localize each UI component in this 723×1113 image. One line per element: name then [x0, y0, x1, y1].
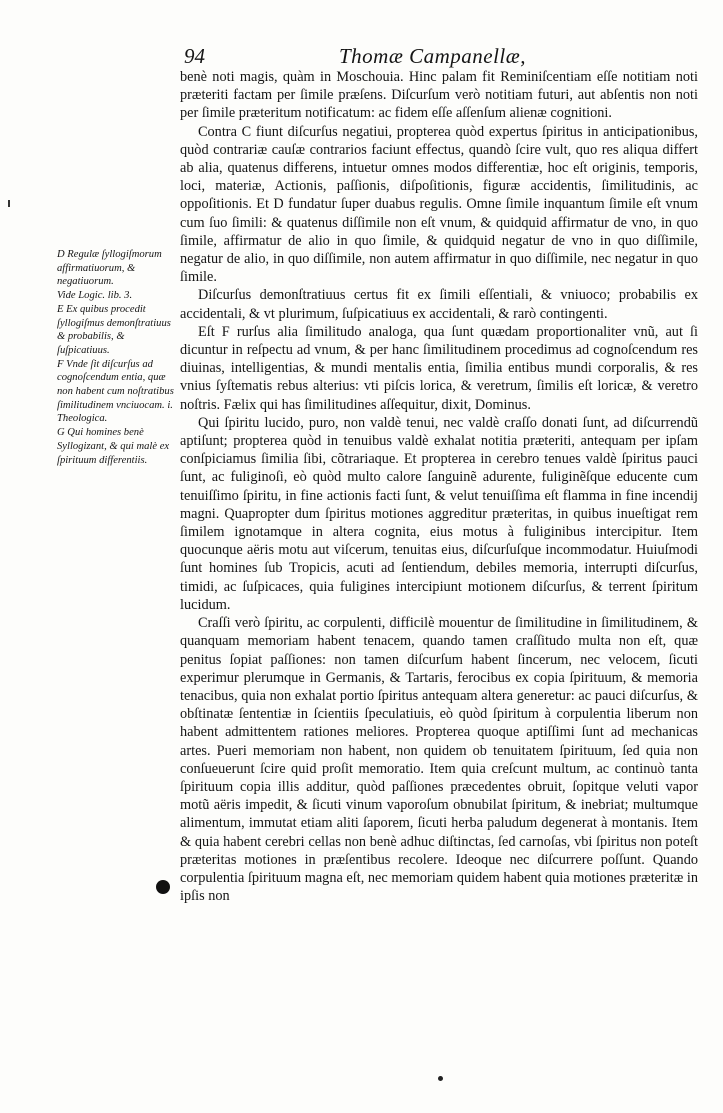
marginal-note: D Regulæ ſyllogiſmorum affirmatiuorum, & negatiuorum.: [57, 249, 162, 288]
paragraph: benè noti magis, quàm in Moschouia. Hinc palam fit Reminiſcentiam eſſe notitiam noti præteriti factam per ſimile præſens. Diſcurſum verò notitiam futuri, aut abſentis non noti per ſimile præteritum notificatum: ac fidem eſſe aſſenſum alienæ cognitioni.: [180, 69, 698, 122]
marginal-note: F Vnde ſit diſcurſus ad cognoſcendum entia, quæ non habent cum noſtratibus ſimilitudinem vnciuocam. i.: [57, 358, 174, 411]
paragraph: Eſt F rurſus alia ſimilitudo analoga, qua ſunt quædam proportionaliter vnũ, aut ſi dicuntur in reſpectu ad vnum, & per hanc ſimilitudinem procedimus ad cognoſcendum res diuinas, intelligentias, & mundi mentalis entia, ſimilia entibus mundi corporalis, & res vnius ſyſtematis rebus alterius: vti piſcis lorica, & veretrum, ſimilis eſt loricæ, & veretro noſtris. Fælix qui has ſimilitudines aſſequitur, dixit, Dominus.: [180, 323, 698, 413]
marginal-note: E Ex quibus procedit ſyllogiſmus demonſtratiuus & probabilis, & ſuſpicatiuus.: [57, 303, 171, 356]
marginal-note: Vide Logic. lib. 3.: [57, 290, 133, 302]
marginal-note: Theologica.: [57, 413, 108, 425]
paragraph: Craſſi verò ſpiritu, ac corpulenti, difficilè mouentur de ſimilitudine in ſimilitudinem, & quanquam memoriam habent tenacem, quando tamen craſſitudo multa non eſt, quæ penitus ſopiat paſſiones: non tamen diſcurſum habent ſincerum, nec velocem, ſicuti experimur plerumque in Germanis, & Tartaris, ferocibus ex copia ſpirituum, & memoria tenacibus, quia non exhalat portio ſpiritus antequam altera generetur: ac pauci diſcurſus, & obſtinatæ ſententiæ in ſcientiis ſpeculatiuis, eò quòd ſpiritum à corpulentia liberum non habent admittentem rationes meliores. Propterea quoque aptiſſimi ſunt ad mechanicas artes. Pueri memoriam non habent, non quidem ob tenuitatem ſpirituum, ſed quia non conſueuerunt ſcire quid proſit memoratio. Item quia creſcunt multum, ac continuò tanta ſpirituum copia illis additur, quòd paſſiones præcedentes obruit, ſopitque veluti vapor motũ aëris impedit, & ſicuti vinum vaporoſum obnubilat ſpiritum, & inebriat; multumque alimentum, immutat etiam aliti ſaporem, ſicuti herba paludum degenerat à montanis. Item & quia habent cerebri cellas non benè adhuc diſtinctas, ſed carnoſas, vbi ſpiritus non poteſt præteritas motiones in præſentibus recolere. Ideoque nec diſcurrere poſſunt. Quando corpulentia ſpirituum magna eſt, nec memoriam quidem habent quia motiones præteritæ in ipſis non: [180, 615, 698, 905]
running-title: Thomæ Campanellæ,: [339, 44, 527, 68]
main-text: [180, 68, 698, 905]
ink-dot: [438, 1076, 443, 1081]
margin-mark: [8, 200, 10, 207]
marginal-note: G Qui homines benè Syllogizant, & qui malè ex ſpirituum differentiis.: [57, 427, 170, 466]
marginal-notes: [57, 248, 179, 467]
page-number: 94: [184, 44, 205, 68]
paragraph: Qui ſpiritu lucido, puro, non valdè tenui, nec valdè craſſo donati ſunt, ad diſcurrendũ aptiſunt; propterea quòd in tenuibus valdè exhalat notitia præteriti, antequam per ipſam conſpiciamus ſimilia ſibi, cõtrariaque. Et propterea in cerebro tenues valdè ſpiritus pauci ſunt, ac fuliginoſi, eò quòd multo calore ſanguinẽ adurente, fuliginẽſque educente cum tenuiſſimo ſpiritu, in fine actionis facti ſunt, & velut tenuiſſima eſt flamma in fine incendij magni. Quapropter dum ſpiritus motiones aggreditur præteritas, in quibus inueſtigat rem ſimilem ignotamque in altera cognita, eius motus à fuliginibus intercipitur. Item quocunque aëris motu aut viſcerum, tenuitas eius, diſcurſuſque incommodatur. Huiuſmodi ſunt homines ſub Tropicis, acuti ad ſentiendum, debiles memoria, interrupti diſcurſus, timidi, ac ſuſpicaces, quia fuligines intercipiunt motionem diſcurſus, & terrent ſpiritum lucidum.: [180, 414, 698, 613]
page-header: [184, 44, 694, 68]
ink-blot-bullet: [156, 880, 170, 894]
paragraph: Diſcurſus demonſtratiuus certus fit ex ſimili eſſentiali, & vniuoco; probabilis ex accidentali, & vt plurimum, ſuſpicatiuus ex accidentali, & rarò contingenti.: [180, 287, 698, 322]
paragraph: Contra C fiunt diſcurſus negatiui, propterea quòd expertus ſpiritus in anticipationibus, quòd contrariæ cauſæ contrarios faciunt effectus, quandò ſcire vult, quo res aliqua differt ab alia, quatenus differens, intuetur omnes modos differentiæ, hoc eſt originis, temporis, loci, materiæ, Actionis, paſſionis, diſpoſitionis, figuræ accidentis, ſimilitudinis, ac oppoſitionis. Et D fundatur ſuper duabus regulis. Omne ſimile inquantum ſimile eſt vnum cum ſuo ſimili: & quatenus diſſimile non eſt vnum, & quidquid affirmatur de vno, in quo ſimile, affirmatur de alio in quo ſimile, & quidquid negatur de vno in quo diſſimile, negatur de alio, in quo diſſimile, non autem affirmatur in quo diſſimile, nec negatur in quo ſimile.: [180, 123, 698, 286]
